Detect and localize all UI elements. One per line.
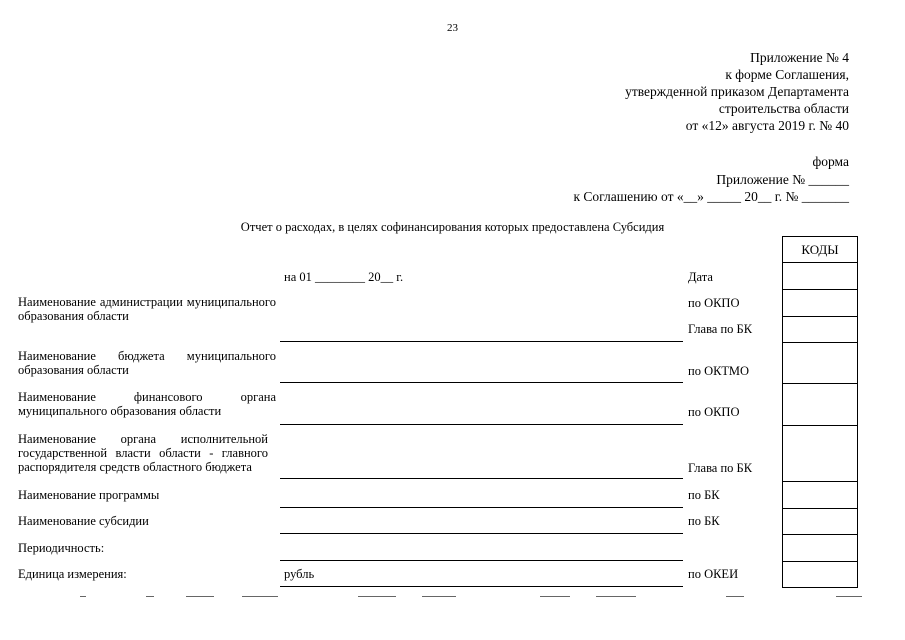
code-label-okei: по ОКЕИ [688, 567, 739, 581]
codes-row-line [783, 425, 857, 426]
codes-row-line [783, 262, 857, 263]
code-label-oktmo: по ОКТМО [688, 364, 750, 378]
field-line-finance-body[interactable] [280, 424, 683, 425]
scan-artifact [242, 596, 278, 597]
report-title: Отчет о расходах, в целях софинансирования которых предоставлена Субсидия [240, 220, 665, 234]
field-label-administration: Наименование администрации муниципального образования области [18, 295, 276, 323]
field-line-unit[interactable] [280, 586, 683, 587]
appendix-line-2: к форме Соглашения, [725, 67, 849, 82]
field-line-subsidy[interactable] [280, 533, 683, 534]
form-agreement-ref: к Соглашению от «__» _____ 20__ г. № _______ [573, 189, 849, 204]
form-appendix-number: Приложение № ______ [716, 172, 849, 187]
codes-row-line [783, 383, 857, 384]
field-label-executive-body: Наименование органа исполнительной государственной власти области - главного распорядителя средств областного бюджета [18, 432, 268, 474]
appendix-line-5: от «12» августа 2019 г. № 40 [685, 118, 849, 133]
field-label-periodicity: Периодичность: [18, 541, 105, 555]
code-label-glava-bk: Глава по БК [688, 322, 753, 336]
codes-row-line [783, 342, 857, 343]
code-label-bk-2: по БК [688, 514, 720, 528]
field-line-budget[interactable] [280, 382, 683, 383]
scan-artifact [836, 596, 862, 597]
form-label: форма [812, 154, 849, 169]
field-label-budget: Наименование бюджета муниципального образования области [18, 349, 276, 377]
scan-artifact [80, 596, 86, 597]
field-line-periodicity[interactable] [280, 560, 683, 561]
codes-row-line [783, 508, 857, 509]
codes-row-line [783, 289, 857, 290]
scan-artifact [540, 596, 570, 597]
field-line-program[interactable] [280, 507, 683, 508]
code-label-glava-bk-2: Глава по БК [688, 461, 753, 475]
field-line-executive-body[interactable] [280, 478, 683, 479]
field-label-program: Наименование программы [18, 488, 160, 502]
codes-table [782, 236, 858, 588]
appendix-line-3: утвержденной приказом Департамента [625, 84, 849, 99]
field-value-unit: рубль [284, 567, 315, 581]
code-label-bk: по БК [688, 488, 720, 502]
field-label-finance-body: Наименование финансового органа муниципального образования области [18, 390, 276, 418]
field-label-unit: Единица измерения: [18, 567, 127, 581]
codes-row-line [783, 561, 857, 562]
scan-artifact [726, 596, 744, 597]
page-number: 23 [447, 22, 458, 34]
scan-artifact [422, 596, 456, 597]
field-label-subsidy: Наименование субсидии [18, 514, 149, 528]
codes-header: КОДЫ [801, 242, 839, 257]
code-label-okpo: по ОКПО [688, 296, 740, 310]
report-date-line: на 01 ________ 20__ г. [284, 270, 404, 284]
codes-row-line [783, 534, 857, 535]
field-line-administration[interactable] [280, 341, 683, 342]
scan-artifact [146, 596, 154, 597]
scan-artifact [186, 596, 214, 597]
appendix-line-1: Приложение № 4 [750, 50, 849, 65]
scan-artifact [358, 596, 396, 597]
codes-row-line [783, 481, 857, 482]
code-label-okpo-2: по ОКПО [688, 405, 740, 419]
code-label-date: Дата [688, 270, 713, 284]
codes-row-line [783, 316, 857, 317]
appendix-line-4: строительства области [718, 101, 849, 116]
scan-artifact [596, 596, 636, 597]
